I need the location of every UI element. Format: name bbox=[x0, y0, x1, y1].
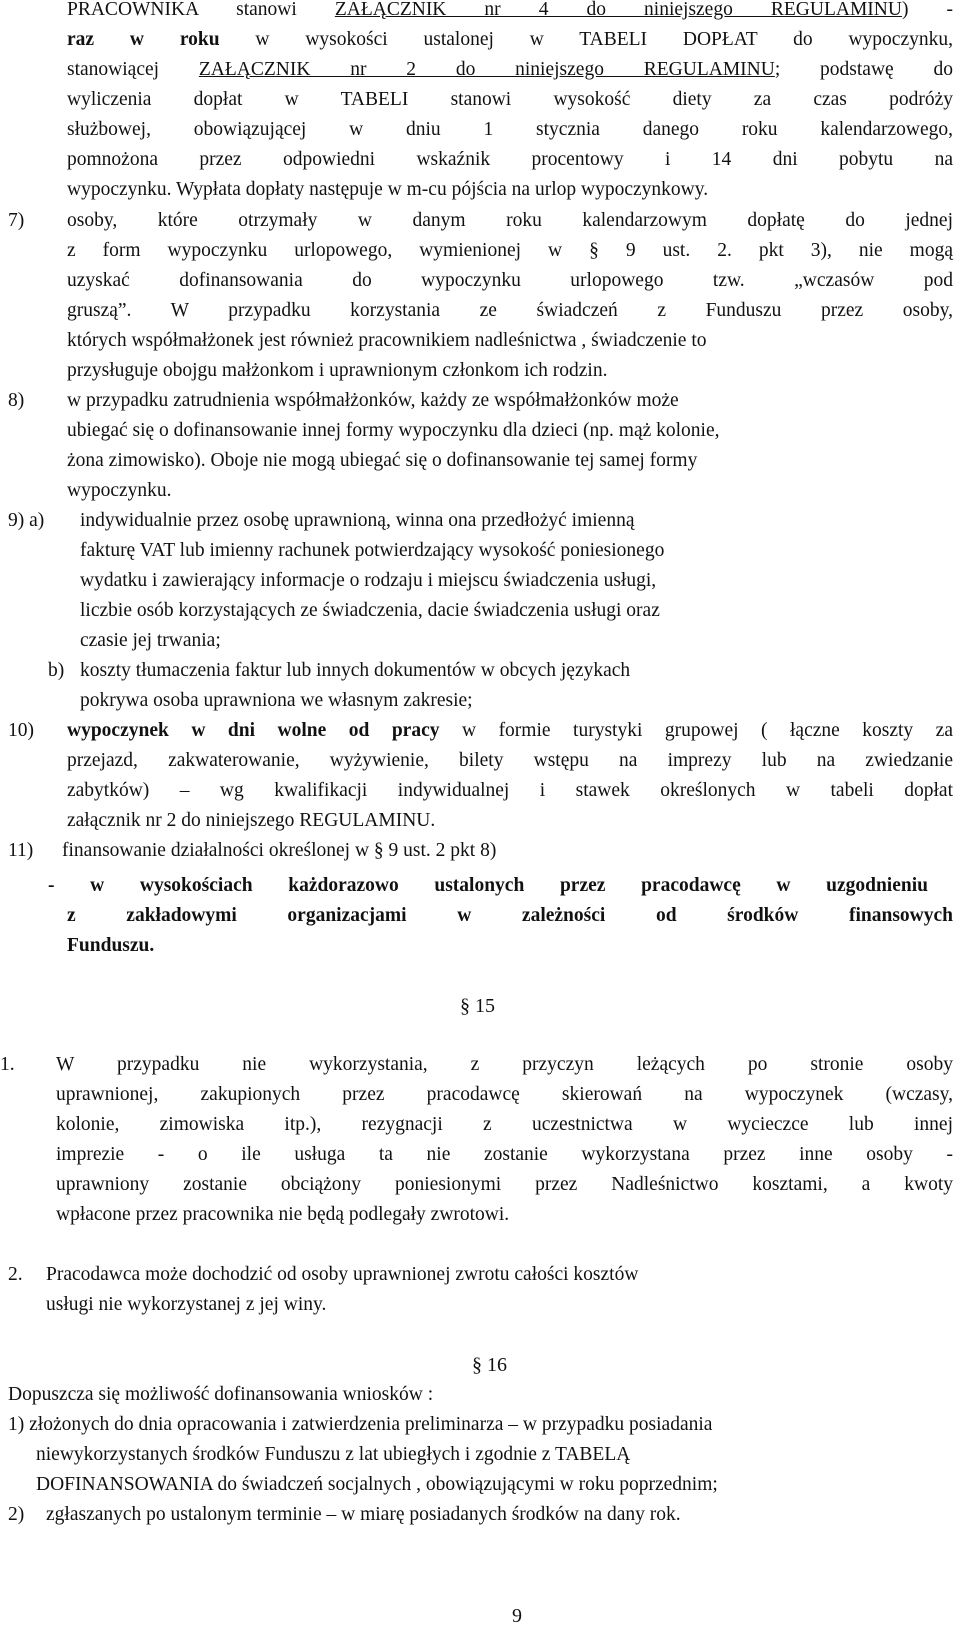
intro-line-5: służbowej, obowiązującej w dniu 1 stycznia danego roku kalendarzowego, bbox=[67, 119, 953, 140]
sec16-item-2-line-1: zgłaszanych po ustalonym terminie – w miarę posiadanych środków na dany rok. bbox=[46, 1504, 681, 1525]
page-number: 9 bbox=[512, 1605, 522, 1627]
item-7-line-3: uzyskać dofinansowania do wypoczynku urlopowego tzw. „wczasów pod bbox=[67, 270, 953, 291]
item-9a-line-1: indywidualnie przez osobę uprawnioną, winna ona przedłożyć imienną bbox=[80, 510, 635, 531]
item-9a-line-3: wydatku i zawierający informacje o rodzaju i miejscu świadczenia usługi, bbox=[80, 570, 657, 591]
sec16-intro: Dopuszcza się możliwość dofinansowania wniosków : bbox=[8, 1384, 434, 1405]
sec15-item-2-line-2: usługi nie wykorzystanej z jej winy. bbox=[46, 1294, 327, 1315]
sec15-item-1-line-5: uprawniony zostanie obciążony poniesionymi przez Nadleśnictwo kosztami, a kwoty bbox=[56, 1174, 953, 1195]
intro-line-4: wyliczenia dopłat w TABELI stanowi wysokość diety za czas podróży bbox=[67, 89, 953, 110]
sec15-item-2-number: 2. bbox=[8, 1264, 23, 1285]
item-10-line-1: wypoczynek w dni wolne od pracy w formie turystyki grupowej ( łączne koszty za bbox=[67, 720, 953, 741]
item-8-line-4: wypoczynku. bbox=[67, 480, 172, 501]
sec15-item-2-line-1: Pracodawca może dochodzić od osoby uprawnionej zwrotu całości kosztów bbox=[46, 1264, 639, 1285]
section-15-title: § 15 bbox=[460, 995, 495, 1017]
sec15-item-1-number: 1. bbox=[0, 1054, 15, 1075]
intro-line-7: wypoczynku. Wypłata dopłaty następuje w m-cu pójścia na urlop wypoczynkowy. bbox=[67, 179, 709, 200]
item-11-bold-line-3: Funduszu. bbox=[67, 935, 155, 956]
sec15-item-1-line-3: kolonie, zimowiska itp.), rezygnacji z uczestnictwa w wycieczce lub innej bbox=[56, 1114, 953, 1135]
item-11-bold-line-1: - w wysokościach każdorazowo ustalonych przez pracodawcę w uzgodnieniu bbox=[48, 875, 928, 896]
sec15-item-1-line-6: wpłacone przez pracownika nie będą podlegały zwrotowi. bbox=[56, 1204, 510, 1225]
item-10-line-4: załącznik nr 2 do niniejszego REGULAMINU. bbox=[67, 810, 436, 831]
item-9a-line-2: fakturę VAT lub imienny rachunek potwierdzający wysokość poniesionego bbox=[80, 540, 665, 561]
item-7-line-1: osoby, które otrzymały w danym roku kalendarzowym dopłatę do jednej bbox=[67, 210, 953, 231]
item-9a-line-4: liczbie osób korzystających ze świadczenia, dacie świadczenia usługi oraz bbox=[80, 600, 660, 621]
item-9a-line-5: czasie jej trwania; bbox=[80, 630, 221, 651]
item-10-number: 10) bbox=[8, 720, 34, 741]
item-10-line-2: przejazd, zakwaterowanie, wyżywienie, bilety wstępu na imprezy lub na zwiedzanie bbox=[67, 750, 953, 771]
item-9b-number: b) bbox=[48, 660, 65, 681]
item-8-line-2: ubiegać się o dofinansowanie innej formy wypoczynku dla dzieci (np. mąż kolonie, bbox=[67, 420, 720, 441]
item-11-number: 11) bbox=[8, 840, 34, 861]
item-7-number: 7) bbox=[8, 210, 25, 231]
item-9b-line-1: koszty tłumaczenia faktur lub innych dokumentów w obcych językach bbox=[80, 660, 631, 681]
item-8-line-1: w przypadku zatrudnienia współmałżonków, każdy ze współmałżonków może bbox=[67, 390, 679, 411]
item-7-line-5: których współmałżonek jest również pracownikiem nadleśnictwa , świadczenie to bbox=[67, 330, 707, 351]
item-10-line-3: zabytków) – wg kwalifikacji indywidualnej i stawek określonych w tabeli dopłat bbox=[67, 780, 953, 801]
item-8-line-3: żona zimowisko). Oboje nie mogą ubiegać się o dofinansowanie tej samej formy bbox=[67, 450, 698, 471]
item-7-line-2: z form wypoczynku urlopowego, wymienionej w § 9 ust. 2. pkt 3), nie mogą bbox=[67, 240, 953, 261]
section-16-title: § 16 bbox=[472, 1354, 507, 1376]
item-8-number: 8) bbox=[8, 390, 25, 411]
intro-line-1: PRACOWNIKA stanowi ZAŁĄCZNIK nr 4 do niniejszego REGULAMINU) - bbox=[67, 0, 953, 20]
item-11-line-1: finansowanie działalności określonej w § 9 ust. 2 pkt 8) bbox=[62, 840, 497, 861]
annex-4-reference: ZAŁĄCZNIK nr 4 do niniejszego REGULAMINU bbox=[334, 0, 902, 20]
annex-2-reference: ZAŁĄCZNIK nr 2 do niniejszego REGULAMINU bbox=[198, 59, 775, 80]
item-7-line-6: przysługuje obojgu małżonkom i uprawnionym członkom ich rodzin. bbox=[67, 360, 608, 381]
sec16-item-1-line-1: 1) złożonych do dnia opracowania i zatwierdzenia preliminarza – w przypadku posiadania bbox=[8, 1414, 713, 1435]
sec15-item-1-line-2: uprawnionej, zakupionych przez pracodawcę skierowań na wypoczynek (wczasy, bbox=[56, 1084, 953, 1105]
intro-line-3: stanowiącej ZAŁĄCZNIK nr 2 do niniejszego REGULAMINU; podstawę do bbox=[67, 59, 954, 80]
intro-line-6: pomnożona przez odpowiedni wskaźnik procentowy i 14 dni pobytu na bbox=[67, 149, 953, 170]
sec16-item-2-number: 2) bbox=[8, 1504, 25, 1525]
sec16-item-1-line-3: DOFINANSOWANIA do świadczeń socjalnych , obowiązującymi w roku poprzednim; bbox=[36, 1474, 718, 1495]
item-9-number: 9) a) bbox=[8, 510, 45, 531]
item-7-line-4: gruszą”. W przypadku korzystania ze świadczeń z Funduszu przez osoby, bbox=[67, 300, 953, 321]
item-11-bold-line-2: z zakładowymi organizacjami w zależności od środków finansowych bbox=[67, 905, 953, 926]
sec16-item-1-line-2: niewykorzystanych środków Funduszu z lat ubiegłych i zgodnie z TABELĄ bbox=[36, 1444, 631, 1465]
item-9b-line-2: pokrywa osoba uprawniona we własnym zakresie; bbox=[80, 690, 473, 711]
intro-line-2: raz w roku w wysokości ustalonej w TABELI DOPŁAT do wypoczynku, bbox=[67, 29, 953, 50]
sec15-item-1-line-4: imprezie - o ile usługa ta nie zostanie wykorzystana przez inne osoby - bbox=[56, 1144, 953, 1165]
sec15-item-1-line-1: W przypadku nie wykorzystania, z przyczyn leżących po stronie osoby bbox=[56, 1054, 953, 1075]
